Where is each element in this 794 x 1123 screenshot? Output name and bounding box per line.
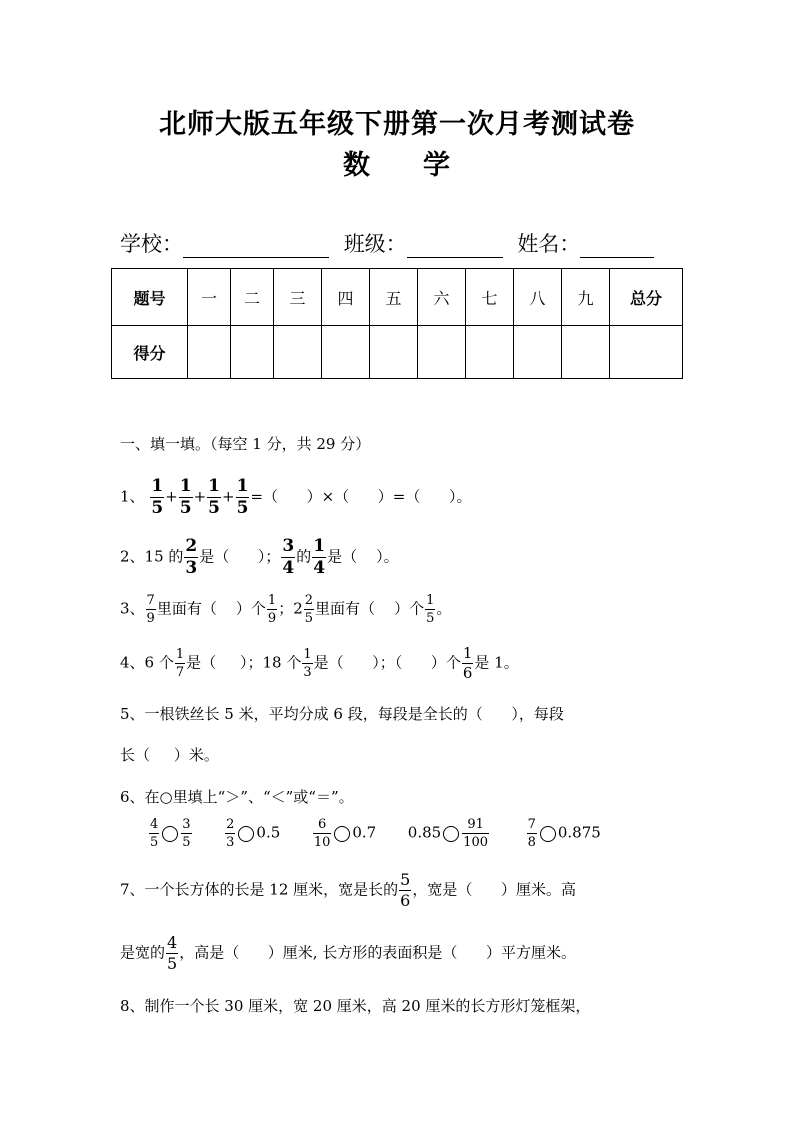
question-text: 7、一个长方体的长是 12 厘米，宽是长的 — [120, 880, 399, 899]
question-text: 里面有（ ）个 — [315, 599, 425, 618]
subject-title: 数 学 — [343, 150, 451, 181]
question-3 — [120, 594, 451, 625]
fraction: $\frac{1}{5}$ — [151, 476, 164, 518]
fraction: $\frac{1}{9}$ — [267, 593, 277, 626]
fraction: $\frac{1}{5}$ — [179, 476, 192, 518]
compare-value: 0.7 — [352, 823, 377, 842]
compare-value: 0.85 — [407, 823, 442, 842]
table-header-cell: 五 — [370, 269, 418, 326]
score-cell[interactable] — [231, 326, 274, 379]
fraction: $\frac{3}{5}$ — [182, 817, 191, 850]
score-cell[interactable] — [370, 326, 418, 379]
table-header-cell: 八 — [514, 269, 562, 326]
question-text: 是（ ）；（ ）个 — [313, 653, 461, 672]
table-row — [112, 326, 683, 379]
fraction: $\frac{2}{3}$ — [185, 536, 198, 578]
score-cell[interactable] — [418, 326, 466, 379]
compare-value: 0.875 — [557, 823, 601, 842]
fraction: $\frac{5}{6}$ — [400, 870, 411, 910]
question-4 — [120, 646, 519, 681]
table-header-cell: 三 — [274, 269, 322, 326]
table-header-cell: 题号 — [112, 269, 188, 326]
school-label: 学校： — [120, 232, 183, 256]
score-cell[interactable] — [514, 326, 562, 379]
table-header-cell: 一 — [188, 269, 231, 326]
compare-circle[interactable] — [238, 826, 254, 842]
student-info-line — [120, 228, 654, 258]
table-header-cell: 四 — [322, 269, 370, 326]
compare-circle[interactable] — [443, 826, 459, 842]
plus-sign: + — [193, 487, 207, 506]
question-text: 2、15 的 — [120, 547, 184, 566]
question-number: 3、 — [120, 599, 145, 618]
question-text: 是 1。 — [474, 653, 519, 672]
fraction: $\frac{4}{5}$ — [167, 933, 178, 973]
question-text: ；2 — [278, 599, 303, 618]
question-7-line-1 — [120, 872, 576, 909]
question-text: 是（ ）； — [199, 547, 281, 566]
table-row-label: 得分 — [112, 326, 188, 379]
question-6-line-1: 6、在○里填上“＞”、“＜”或“＝”。 — [120, 788, 354, 806]
compare-circle[interactable] — [162, 826, 178, 842]
name-label: 姓名： — [517, 232, 581, 256]
table-header-cell: 总分 — [610, 269, 683, 326]
question-5-line-1: 5、一根铁丝长 5 米，平均分成 6 段，每段是全长的（ ），每段 — [120, 705, 564, 723]
fraction: $\frac{1}{3}$ — [303, 647, 312, 680]
fraction: $\frac{6}{10}$ — [313, 817, 331, 850]
fraction: $\frac{1}{4}$ — [313, 536, 326, 578]
question-2 — [120, 538, 399, 577]
table-header-cell: 九 — [562, 269, 610, 326]
class-label: 班级： — [343, 232, 407, 256]
compare-circle[interactable] — [334, 826, 350, 842]
fraction: $\frac{91}{100}$ — [463, 817, 489, 850]
question-6-comparisons — [148, 818, 601, 849]
fraction: $\frac{4}{5}$ — [150, 817, 159, 850]
question-text: ，高是（ ）厘米, 长方形的表面积是（ ）平方厘米。 — [179, 943, 576, 962]
score-cell[interactable] — [188, 326, 231, 379]
question-number: 1、 — [120, 487, 145, 506]
fraction: $\frac{1}{5}$ — [236, 476, 249, 518]
fraction: $\frac{7}{9}$ — [146, 593, 155, 626]
question-text: 是（ ）。 — [327, 547, 399, 566]
fraction: $\frac{7}{8}$ — [527, 817, 536, 850]
name-blank[interactable] — [580, 235, 654, 258]
question-text: =（ ）×（ ）=（ ）。 — [250, 487, 472, 506]
question-1 — [120, 478, 471, 517]
question-text: 4、6 个 — [120, 653, 174, 672]
compare-circle[interactable] — [540, 826, 556, 842]
score-table — [111, 268, 683, 379]
class-blank[interactable] — [407, 235, 503, 258]
score-cell[interactable] — [466, 326, 514, 379]
fraction: $\frac{1}{5}$ — [208, 476, 221, 518]
question-5-line-2: 长（ ）米。 — [120, 746, 219, 764]
question-8-line-1: 8、制作一个长 30 厘米，宽 20 厘米，高 20 厘米的长方形灯笼框架， — [120, 997, 591, 1015]
table-row — [112, 269, 683, 326]
question-text: 。 — [436, 599, 452, 618]
question-text: 里面有（ ）个 — [156, 599, 266, 618]
fraction: $\frac{2}{3}$ — [226, 817, 235, 850]
score-cell[interactable] — [610, 326, 683, 379]
question-text: ，宽是（ ）厘米。高 — [412, 880, 576, 899]
fraction: $\frac{2}{5}$ — [304, 593, 314, 626]
page-title: 北师大版五年级下册第一次月考测试卷 — [159, 109, 635, 140]
score-cell[interactable] — [274, 326, 322, 379]
fraction: $\frac{1}{7}$ — [175, 647, 185, 680]
plus-sign: + — [165, 487, 178, 506]
question-7-line-2 — [120, 935, 576, 972]
question-text: 是宽的 — [120, 943, 166, 962]
table-header-cell: 六 — [418, 269, 466, 326]
school-blank[interactable] — [183, 235, 329, 258]
question-text: 的 — [296, 547, 312, 566]
score-cell[interactable] — [322, 326, 370, 379]
fraction: $\frac{1}{5}$ — [426, 593, 435, 626]
fraction: $\frac{3}{4}$ — [282, 536, 295, 578]
section-title: 一、填一填。（每空 1 分，共 29 分） — [120, 435, 371, 453]
table-header-cell: 七 — [466, 269, 514, 326]
table-header-cell: 二 — [231, 269, 274, 326]
compare-value: 0.5 — [256, 823, 281, 842]
question-text: 是（ ）；18 个 — [186, 653, 302, 672]
score-cell[interactable] — [562, 326, 610, 379]
fraction: $\frac{1}{6}$ — [462, 644, 473, 682]
plus-sign: + — [222, 487, 235, 506]
